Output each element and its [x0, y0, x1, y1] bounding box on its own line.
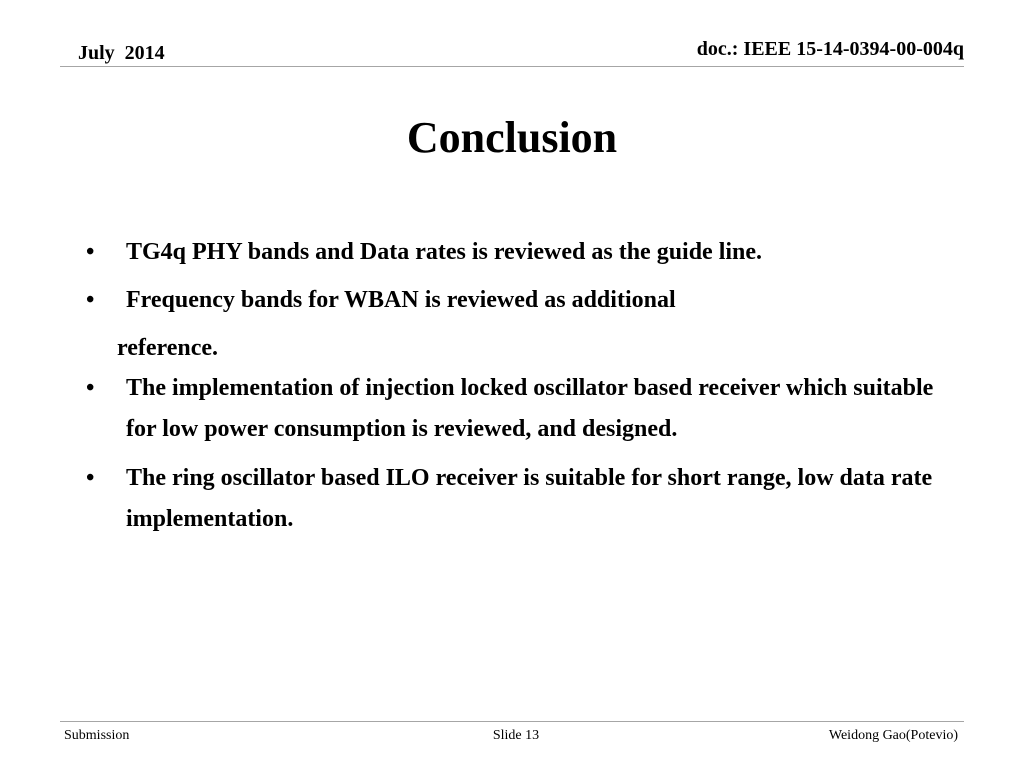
- slide-title: Conclusion: [406, 113, 618, 162]
- bullet-text: TG4q PHY bands and Data rates is reviewed as the guide line.: [126, 239, 763, 265]
- bullet-marker: •: [86, 287, 95, 313]
- bullet-marker: •: [86, 239, 95, 265]
- footer-author: Weidong Gao(Potevio): [828, 728, 958, 743]
- bullet-text: Frequency bands for WBAN is reviewed as additional: [126, 287, 676, 313]
- bullet-item: [86, 232, 946, 272]
- header-divider: [60, 66, 964, 67]
- footer-divider: [60, 721, 964, 722]
- bullet-item: [86, 368, 946, 450]
- header-date: July 2014: [78, 42, 165, 64]
- footer-submission: Submission: [64, 728, 130, 743]
- bullet-marker: •: [86, 375, 95, 401]
- bullet-continuation: reference.: [117, 335, 219, 361]
- bullet-item: [86, 280, 946, 320]
- bullet-marker: •: [86, 465, 95, 491]
- bullet-item: [86, 458, 946, 540]
- bullet-list: [86, 232, 946, 548]
- bullet-text: The implementation of injection locked oscillator based receiver which suitable for low power consumption is reviewed, and designed.: [126, 375, 934, 442]
- bullet-text: The ring oscillator based ILO receiver is suitable for short range, low data rate implementation.: [126, 465, 933, 532]
- header-document-id: doc.: IEEE 15-14-0394-00-004q: [696, 38, 964, 60]
- footer-slide-number: Slide 13: [492, 728, 540, 743]
